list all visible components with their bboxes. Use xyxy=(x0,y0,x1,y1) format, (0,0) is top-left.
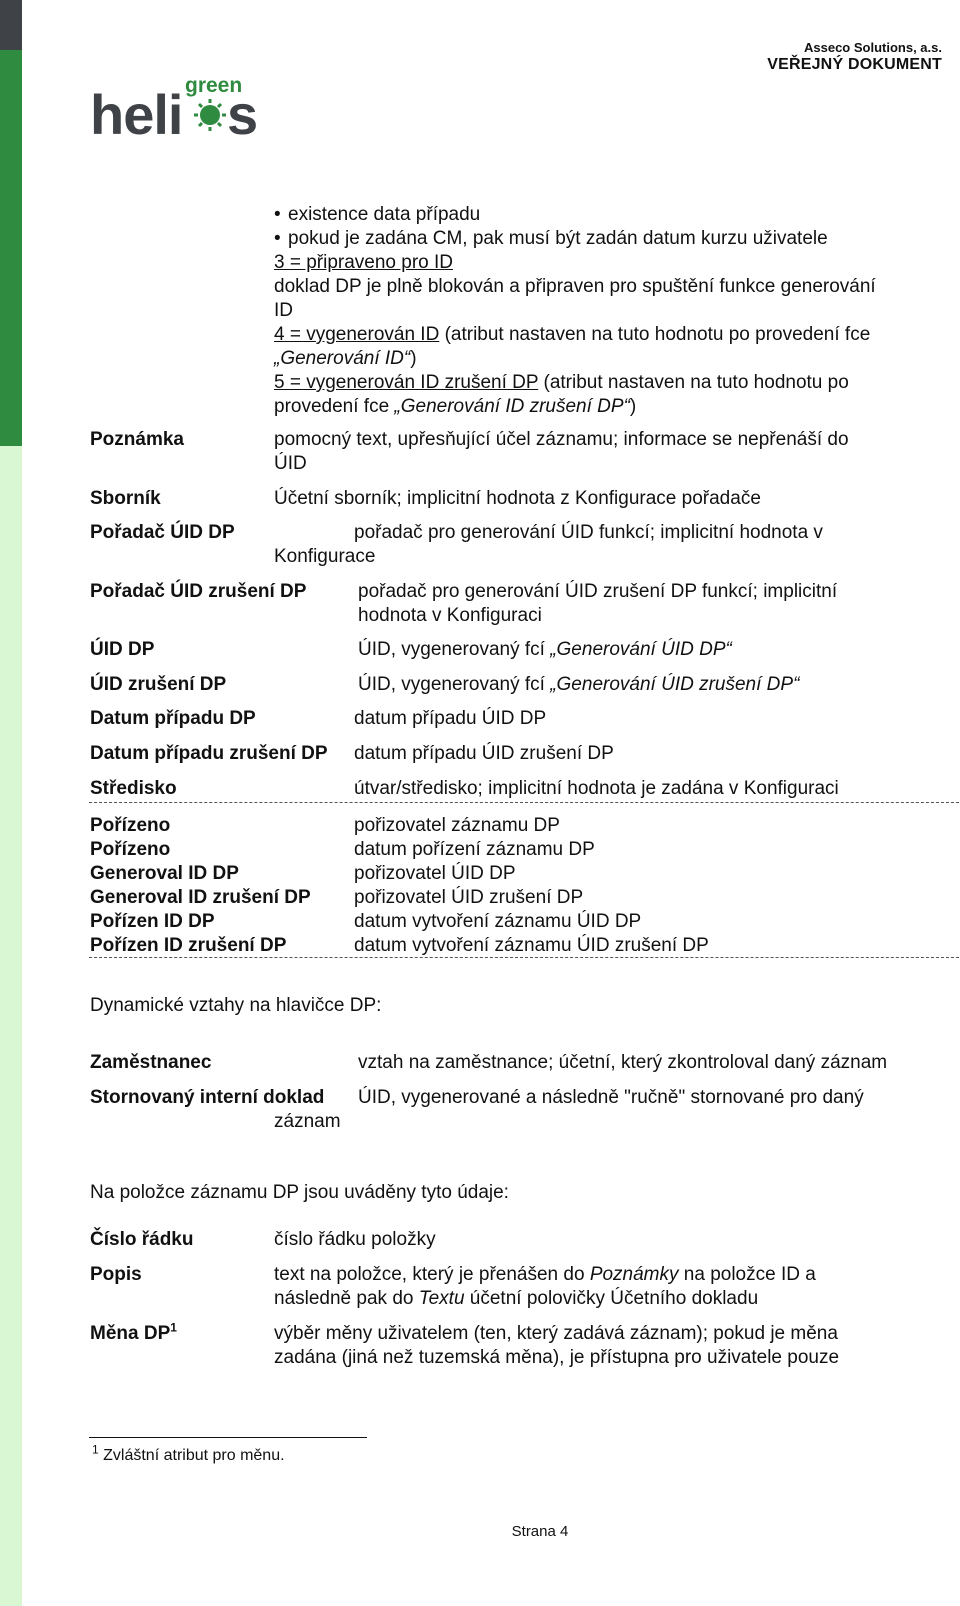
side-stripe-green xyxy=(0,50,22,446)
field-desc-uid-zruseni xyxy=(358,673,799,697)
items-heading: Na položce záznamu DP jsou uváděny tyto údaje: xyxy=(90,1182,509,1203)
footnote-ref[interactable]: 1 xyxy=(170,1320,177,1335)
status-5-pre: provedení fce xyxy=(274,396,395,417)
footnote-text: Zvláštní atribut pro měnu. xyxy=(98,1447,285,1464)
table-row xyxy=(90,910,950,934)
side-stripe-light xyxy=(0,446,22,1606)
field-desc-poradac-uid-zruseni xyxy=(358,580,837,628)
field-label-zamestnanec: Zaměstnanec xyxy=(90,1052,212,1073)
document-classification: VEŘEJNÝ DOKUMENT xyxy=(767,56,942,73)
helios-green-logo xyxy=(90,72,280,142)
popis-text: účetní polovičky Účetního dokladu xyxy=(464,1288,759,1309)
field-desc-line: výběr měny uživatelem (ten, který zadává záznam); pokud je měna xyxy=(274,1323,838,1344)
status-4-function: „Generování ID“ xyxy=(274,348,411,369)
table-row xyxy=(90,862,950,886)
status-3-desc-cont: ID xyxy=(274,300,293,321)
status-5-end: ) xyxy=(629,396,637,417)
field-label-datum-pripadu-zruseni: Datum případu zrušení DP xyxy=(90,743,328,764)
field-label-stredisko: Středisko xyxy=(90,778,177,799)
field-desc-text: ÚID, vygenerovaný fcí xyxy=(358,674,551,695)
audit-label: Pořízen ID DP xyxy=(90,911,215,932)
dashed-divider xyxy=(89,802,959,803)
table-row xyxy=(90,838,950,862)
field-label-cislo-radku: Číslo řádku xyxy=(90,1229,194,1250)
field-label-uid-zruseni: ÚID zrušení DP xyxy=(90,674,227,695)
status-3-desc: doklad DP je plně blokován a připraven pro spuštění funkce generování xyxy=(274,276,876,297)
field-desc-line: pomocný text, upřesňující účel záznamu; informace se nepřenáší do xyxy=(274,429,849,450)
field-desc-uid-dp xyxy=(358,638,732,662)
field-desc-text: ÚID, vygenerovaný fcí xyxy=(358,639,551,660)
bullet-item: • pokud je zadána CM, pak musí být zadán datum kurzu uživatele xyxy=(274,227,944,251)
field-label-poznamka: Poznámka xyxy=(90,429,184,450)
footnote xyxy=(92,1442,285,1466)
audit-desc: pořizovatel ÚID DP xyxy=(354,863,516,884)
footnote-separator xyxy=(89,1437,367,1438)
field-desc-poradac-uid-cont: Konfigurace xyxy=(274,546,376,567)
status-4-label: 4 = vygenerován ID xyxy=(274,324,440,345)
popis-term: Poznámky xyxy=(589,1264,679,1285)
dashed-divider xyxy=(89,957,959,958)
status-bullets xyxy=(274,203,944,251)
table-row xyxy=(90,886,950,910)
audit-label: Pořízeno xyxy=(90,815,171,836)
company-name: Asseco Solutions, a.s. xyxy=(804,40,942,55)
field-desc-function: „Generování ÚID DP“ xyxy=(550,639,732,660)
status-4-end: ) xyxy=(410,348,417,369)
field-label-storno: Stornovaný interní doklad xyxy=(90,1087,325,1108)
audit-desc: pořizovatel záznamu DP xyxy=(354,815,560,836)
field-desc-line: ÚID xyxy=(274,453,307,474)
field-label-mena xyxy=(90,1322,177,1346)
status-5-function: „Generování ID zrušení DP“ xyxy=(394,396,630,417)
status-block xyxy=(274,203,944,419)
dynamic-heading: Dynamické vztahy na hlavičce DP: xyxy=(90,995,382,1016)
field-desc-datum-pripadu-zruseni: datum případu ÚID zrušení DP xyxy=(354,743,614,764)
audit-desc: datum vytvoření záznamu ÚID zrušení DP xyxy=(354,935,709,956)
audit-desc: pořizovatel ÚID zrušení DP xyxy=(354,887,584,908)
svg-text:heli: heli xyxy=(90,83,183,142)
field-desc-poznamka xyxy=(274,428,944,476)
audit-desc: datum vytvoření záznamu ÚID DP xyxy=(354,911,642,932)
page-number: Strana 4 xyxy=(511,1523,569,1540)
field-label-sbornik: Sborník xyxy=(90,488,161,509)
field-label-popis: Popis xyxy=(90,1264,142,1285)
field-label-datum-pripadu: Datum případu DP xyxy=(90,708,256,729)
table-row xyxy=(90,814,950,838)
popis-text: následně pak do xyxy=(274,1288,419,1309)
status-3-label: 3 = připraveno pro ID xyxy=(274,252,454,273)
popis-text: na položce ID a xyxy=(678,1264,816,1285)
audit-label: Generoval ID zrušení DP xyxy=(90,887,311,908)
side-stripe-dark xyxy=(0,0,22,50)
mena-label-text: Měna DP xyxy=(90,1323,171,1344)
audit-table xyxy=(90,814,950,958)
field-label-poradac-uid: Pořadač ÚID DP xyxy=(90,522,235,543)
field-label-poradac-uid-zruseni: Pořadač ÚID zrušení DP xyxy=(90,581,307,602)
field-desc-cislo-radku: číslo řádku položky xyxy=(274,1229,436,1250)
audit-desc: datum pořízení záznamu DP xyxy=(354,839,595,860)
sun-icon xyxy=(194,99,226,131)
field-desc-function: „Generování ÚID zrušení DP“ xyxy=(550,674,800,695)
footnote-number: 1 xyxy=(92,1442,99,1457)
field-desc-storno-cont: záznam xyxy=(274,1111,341,1132)
status-5-label: 5 = vygenerován ID zrušení DP xyxy=(274,372,539,393)
audit-label: Pořízeno xyxy=(90,839,171,860)
field-desc-datum-pripadu: datum případu ÚID DP xyxy=(354,708,547,729)
status-4-desc: (atribut nastaven na tuto hodnotu po provedení fce xyxy=(439,324,871,345)
field-desc-zamestnanec: vztah na zaměstnance; účetní, který zkontroloval daný záznam xyxy=(358,1052,888,1073)
audit-label: Pořízen ID zrušení DP xyxy=(90,935,287,956)
field-desc-sbornik: Účetní sborník; implicitní hodnota z Konfigurace pořadače xyxy=(274,488,761,509)
field-desc-mena xyxy=(274,1322,944,1370)
field-desc-line: pořadač pro generování ÚID zrušení DP funkcí; implicitní xyxy=(358,581,838,602)
svg-text:s: s xyxy=(227,83,259,142)
field-desc-popis xyxy=(274,1263,944,1311)
field-desc-storno: ÚID, vygenerované a následně "ručně" stornované pro daný xyxy=(358,1087,864,1108)
field-desc-poradac-uid: pořadač pro generování ÚID funkcí; implicitní hodnota v xyxy=(354,522,823,543)
field-desc-line: hodnota v Konfiguraci xyxy=(358,605,542,626)
popis-text: text na položce, který je přenášen do xyxy=(274,1264,590,1285)
audit-label: Generoval ID DP xyxy=(90,863,239,884)
field-desc-line: zadána (jiná než tuzemská měna), je přístupna pro uživatele pouze xyxy=(274,1347,840,1368)
table-row xyxy=(90,934,950,958)
popis-term: Textu xyxy=(418,1288,465,1309)
field-label-uid-dp: ÚID DP xyxy=(90,639,155,660)
svg-text:green: green xyxy=(185,74,243,97)
status-5-desc: (atribut nastaven na tuto hodnotu po xyxy=(538,372,849,393)
bullet-item: • existence data případu xyxy=(274,203,944,227)
document-header xyxy=(767,40,942,74)
field-desc-stredisko: útvar/středisko; implicitní hodnota je zadána v Konfiguraci xyxy=(354,778,839,799)
